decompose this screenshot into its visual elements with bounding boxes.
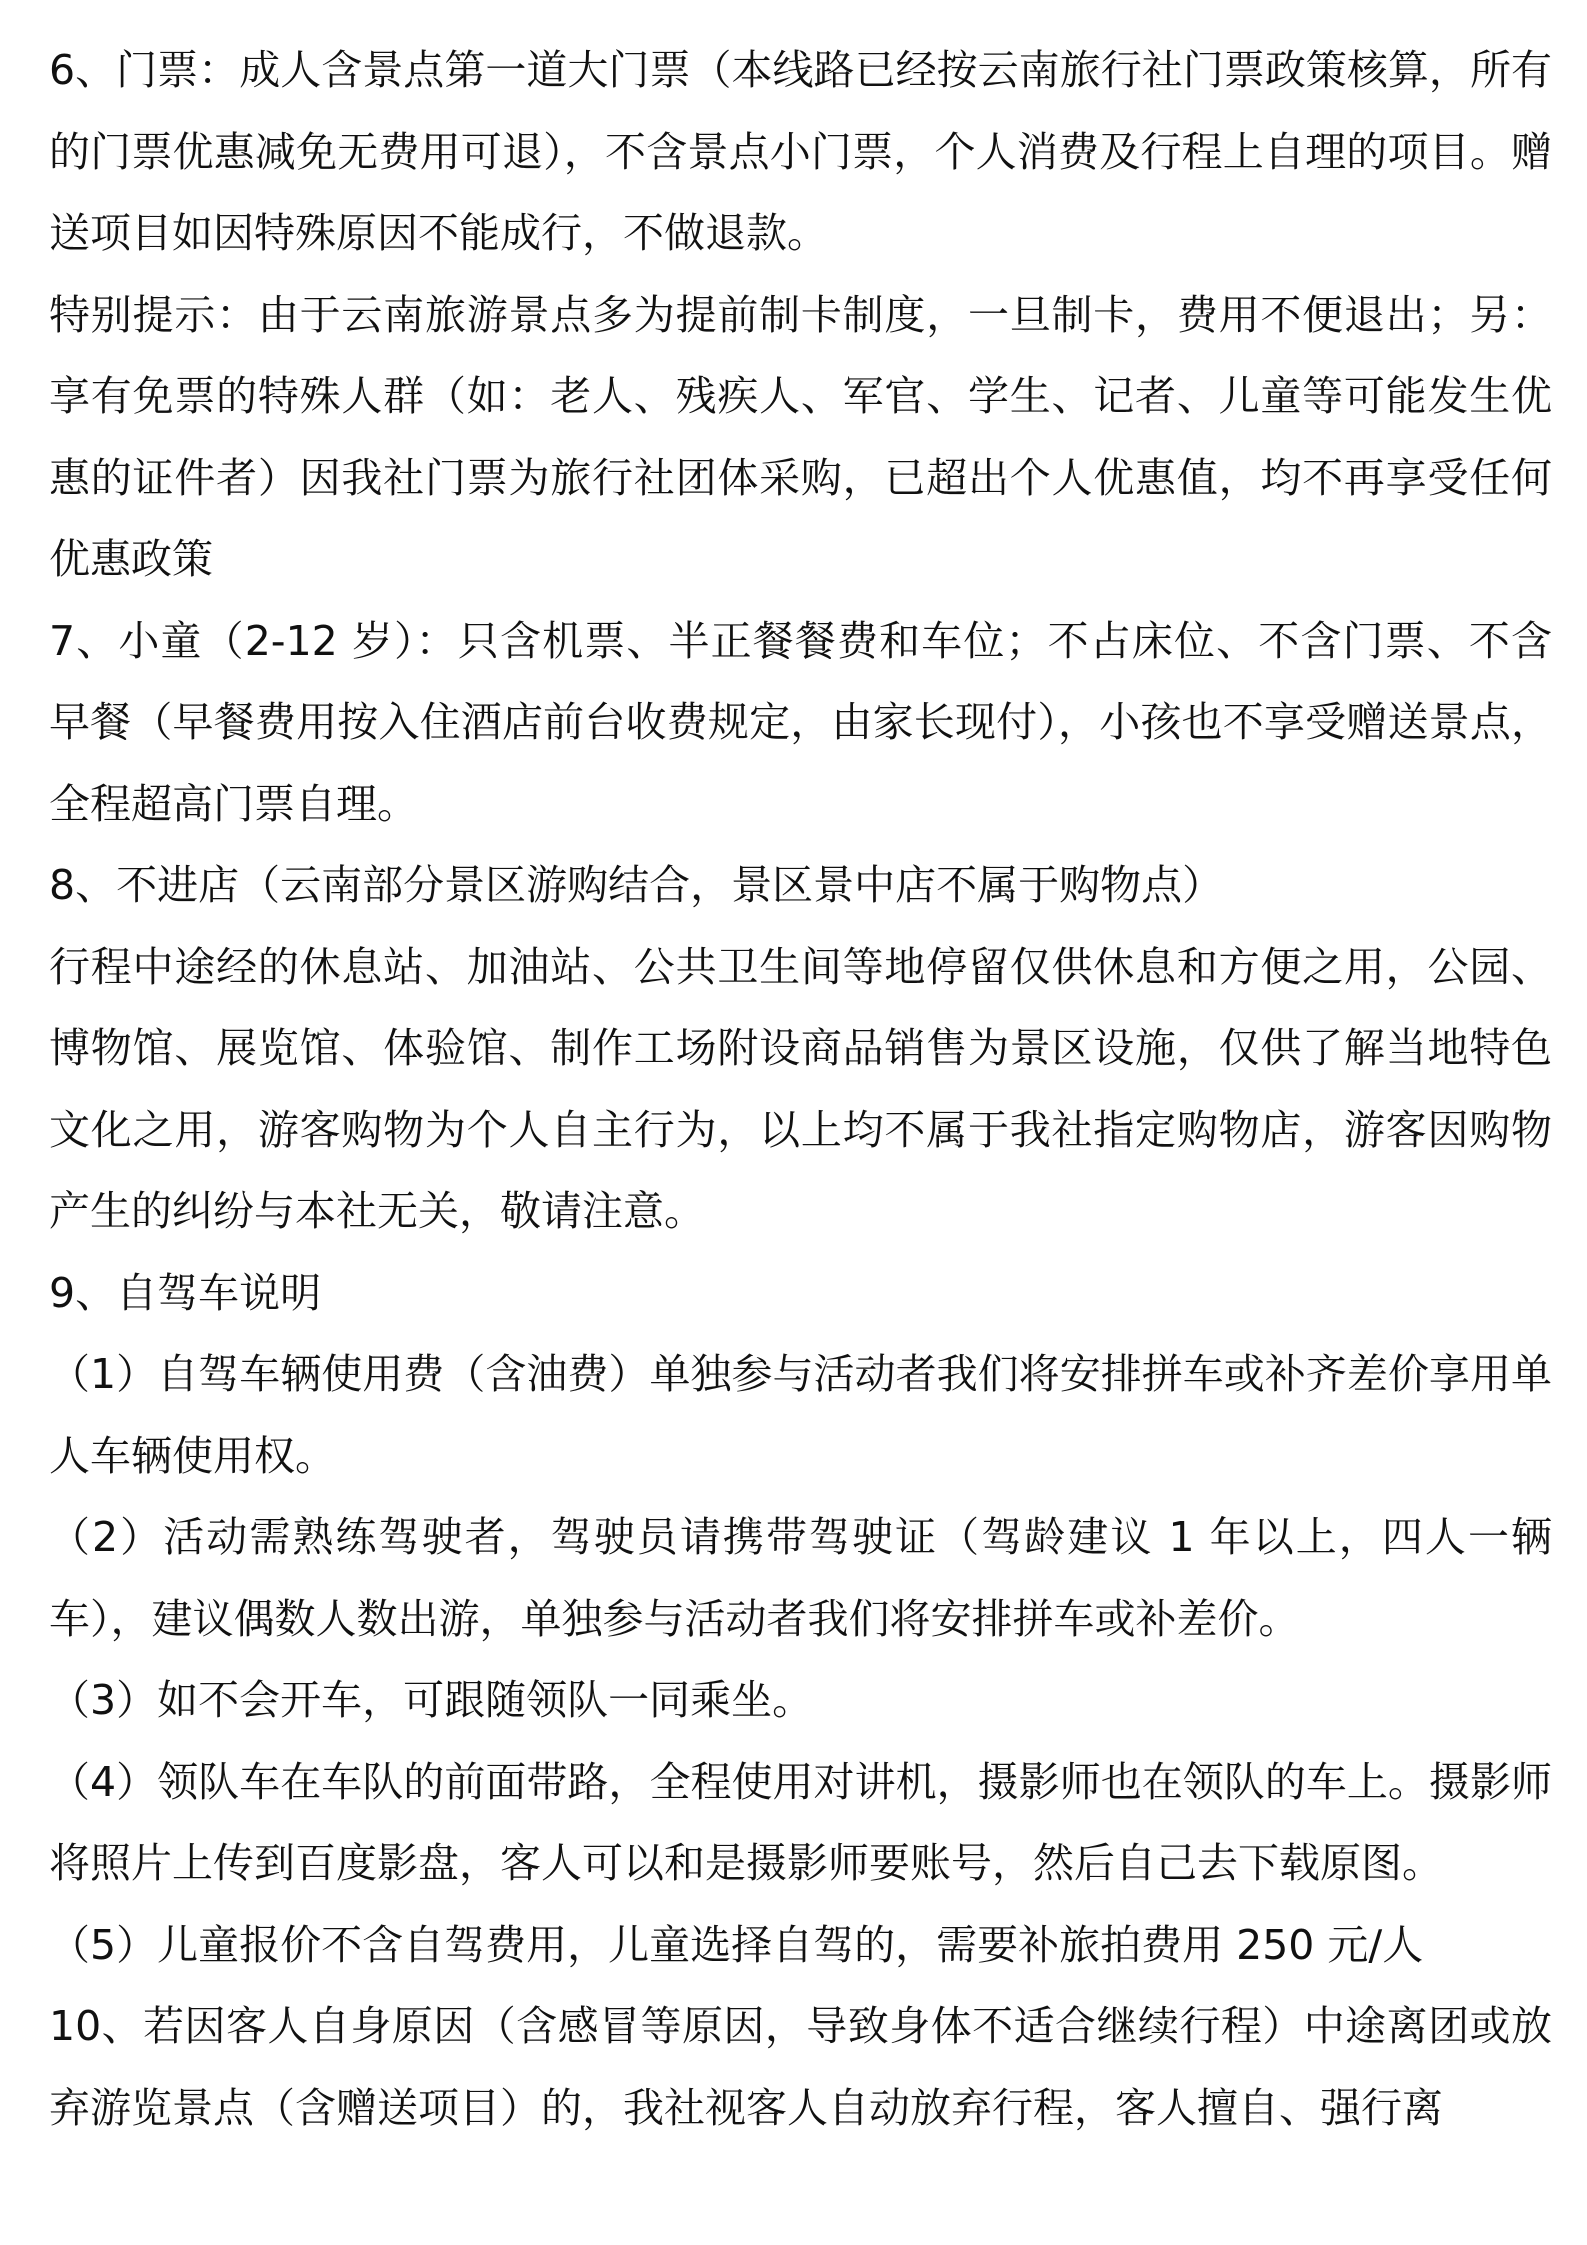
paragraph-item-10: 10、若因客人自身原因（含感冒等原因，导致身体不适合继续行程）中途离团或放弃游览景点（含赠送项目）的，我社视客人自动放弃行程，客人擅自、强行离 <box>49 2002 1552 2132</box>
paragraph-item-8-detail: 行程中途经的休息站、加油站、公共卫生间等地停留仅供休息和方便之用，公园、博物馆、展览馆、体验馆、制作工场附设商品销售为景区设施，仅供了解当地特色文化之用，游客购物为个人自主行为，以上均不属于我社指定购物店，游客因购物产生的纠纷与本社无关，敬请注意。 <box>49 942 1552 1235</box>
paragraph-item-9-5: （5）儿童报价不含自驾费用，儿童选择自驾的，需要补旅拍费用 250 元/人 <box>49 1920 1424 1969</box>
paragraph-special-note: 特别提示：由于云南旅游景点多为提前制卡制度，一旦制卡，费用不便退出；另：享有免票的特殊人群（如：老人、残疾人、军官、学生、记者、儿童等可能发生优惠的证件者）因我社门票为旅行社团体采购，已超出个人优惠值，均不再享受任何优惠政策 <box>49 290 1552 583</box>
paragraph-item-9-3: （3）如不会开车，可跟随领队一同乘坐。 <box>49 1676 814 1724</box>
paragraph-item-8: 8、不进店（云南部分景区游购结合，景区景中店不属于购物点） <box>49 861 1224 909</box>
paragraph-item-9-4: （4）领队车在车队的前面带路，全程使用对讲机，摄影师也在领队的车上。摄影师将照片上传到百度影盘，客人可以和是摄影师要账号，然后自己去下载原图。 <box>49 1757 1552 1887</box>
document-page <box>49 0 1552 2149</box>
paragraph-item-7: 7、小童（2-12 岁）：只含机票、半正餐餐费和车位；不占床位、不含门票、不含早餐（早餐费用按入住酒店前台收费规定，由家长现付），小孩也不享受赠送景点，全程超高门票自理。 <box>49 616 1552 828</box>
paragraph-item-6: 6、门票：成人含景点第一道大门票（本线路已经按云南旅行社门票政策核算，所有的门票优惠减免无费用可退），不含景点小门票，个人消费及行程上自理的项目。赠送项目如因特殊原因不能成行，不做退款。 <box>49 46 1552 257</box>
paragraph-item-9-1: （1）自驾车辆使用费（含油费）单独参与活动者我们将安排拼车或补齐差价享用单人车辆使用权。 <box>49 1350 1552 1480</box>
paragraph-item-9: 9、自驾车说明 <box>49 1268 322 1317</box>
paragraph-item-9-2: （2）活动需熟练驾驶者，驾驶员请携带驾驶证（驾龄建议 1 年以上，四人一辆车），建议偶数人数出游，单独参与活动者我们将安排拼车或补差价。 <box>49 1513 1552 1643</box>
